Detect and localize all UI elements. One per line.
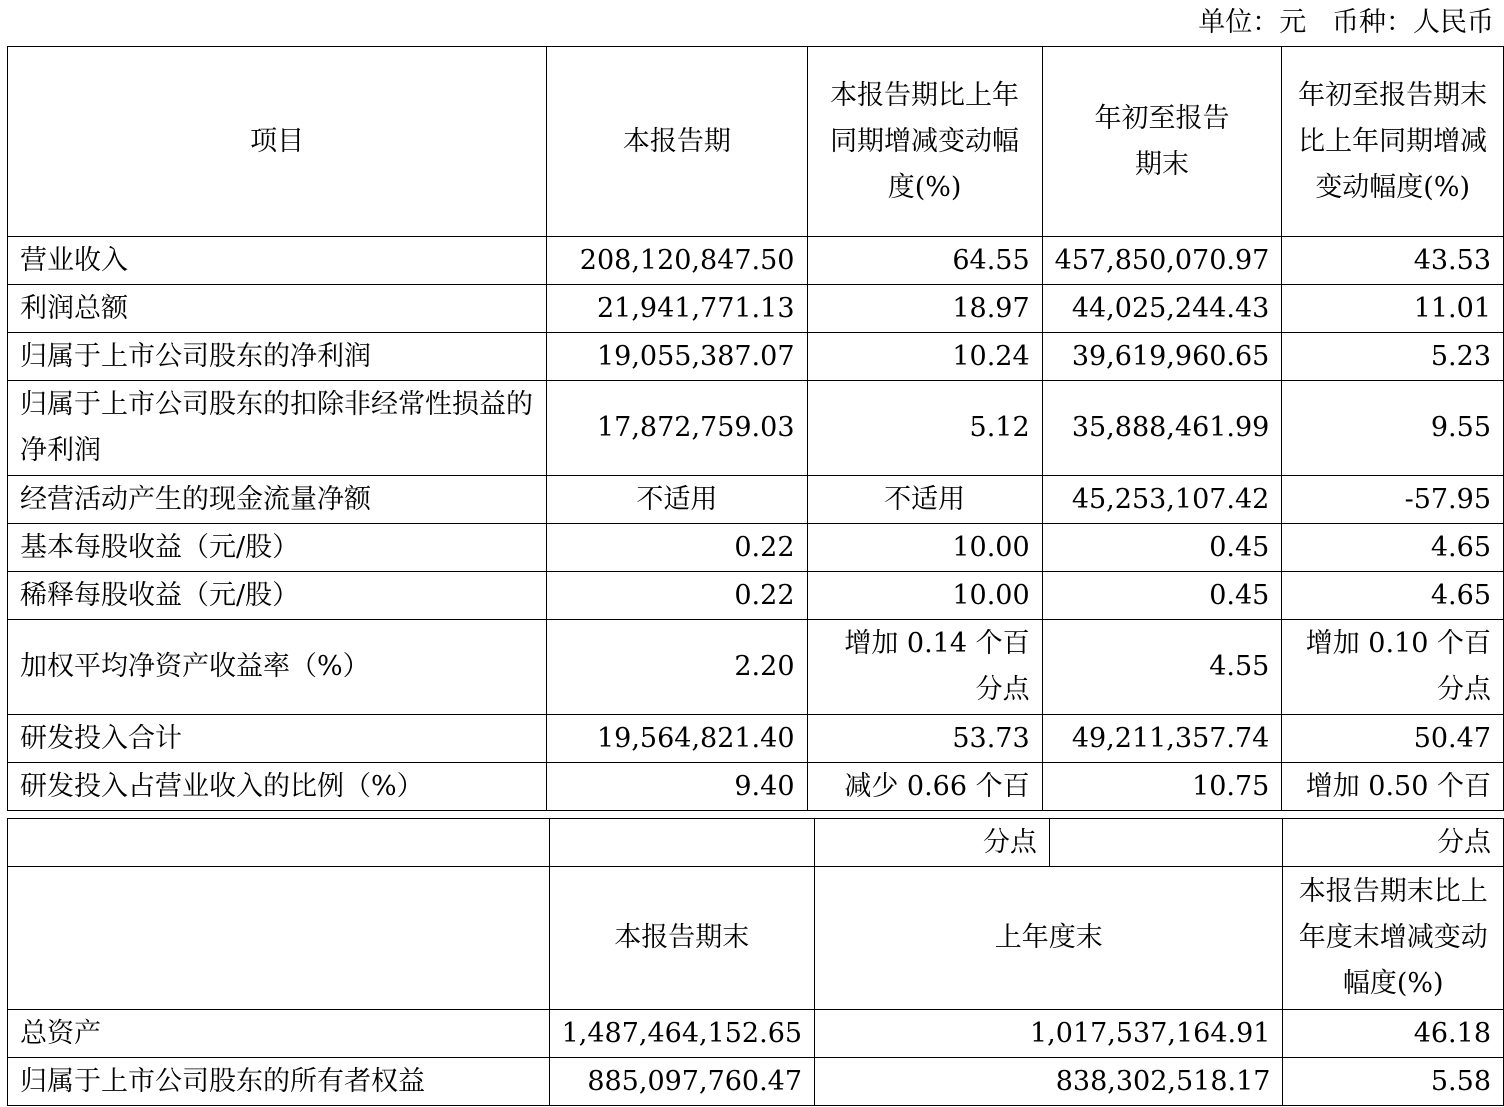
row-item: 归属于上市公司股东的扣除非经常性损益的净利润	[8, 381, 547, 476]
row-change: 46.18	[1283, 1010, 1504, 1058]
row-current-change: 10.00	[807, 524, 1042, 572]
row-item: 研发投入合计	[8, 715, 547, 763]
row-ytd-change: 43.53	[1282, 237, 1504, 285]
row-item: 营业收入	[8, 237, 547, 285]
row-last-year-end: 838,302,518.17	[815, 1058, 1283, 1106]
header-ytd-change: 年初至报告期末比上年同期增减变动幅度(%)	[1282, 47, 1504, 237]
row-item: 总资产	[8, 1010, 550, 1058]
row-ytd-change: 增加 0.10 个百分点	[1282, 620, 1504, 715]
row-item: 经营活动产生的现金流量净额	[8, 476, 547, 524]
table-header-row	[8, 47, 1504, 237]
row-item: 利润总额	[8, 285, 547, 333]
row-current-change: 64.55	[807, 237, 1042, 285]
continuation-row	[8, 819, 1504, 867]
row-current: 0.22	[547, 572, 807, 620]
row-item: 加权平均净资产收益率（%）	[8, 620, 547, 715]
header-period-end: 本报告期末	[549, 867, 814, 1010]
row-current-change: 增加 0.14 个百分点	[807, 620, 1042, 715]
row-ytd: 10.75	[1042, 763, 1282, 811]
row-current: 9.40	[547, 763, 807, 811]
header-current-period: 本报告期	[547, 47, 807, 237]
table-row	[8, 381, 1504, 476]
header-period-end-change: 本报告期末比上年度末增减变动幅度(%)	[1283, 867, 1504, 1010]
row-current: 17,872,759.03	[547, 381, 807, 476]
unit-currency-line: 单位：元 币种：人民币	[1198, 7, 1494, 38]
table-row	[8, 620, 1504, 715]
table-row	[8, 715, 1504, 763]
header-item: 项目	[8, 47, 547, 237]
row-ytd: 0.45	[1042, 572, 1282, 620]
row-ytd-change: 50.47	[1282, 715, 1504, 763]
row-ytd-change: -57.95	[1282, 476, 1504, 524]
row-current-change: 不适用	[807, 476, 1042, 524]
header-current-period-change: 本报告期比上年同期增减变动幅度(%)	[807, 47, 1042, 237]
continuation-ytd	[1049, 819, 1283, 867]
row-item: 归属于上市公司股东的净利润	[8, 333, 547, 381]
header-item-blank	[8, 867, 550, 1010]
row-ytd: 35,888,461.99	[1042, 381, 1282, 476]
row-current: 0.22	[547, 524, 807, 572]
row-period-end: 1,487,464,152.65	[549, 1010, 814, 1058]
row-item: 研发投入占营业收入的比例（%）	[8, 763, 547, 811]
row-ytd: 49,211,357.74	[1042, 715, 1282, 763]
row-current: 2.20	[547, 620, 807, 715]
table-row	[8, 572, 1504, 620]
row-ytd: 39,619,960.65	[1042, 333, 1282, 381]
row-current: 不适用	[547, 476, 807, 524]
row-change: 5.58	[1283, 1058, 1504, 1106]
row-current-change: 18.97	[807, 285, 1042, 333]
row-ytd-change: 5.23	[1282, 333, 1504, 381]
continuation-current-change: 分点	[815, 819, 1050, 867]
row-ytd-change: 11.01	[1282, 285, 1504, 333]
row-current-change: 53.73	[807, 715, 1042, 763]
continuation-item	[8, 819, 550, 867]
financial-data-table	[7, 46, 1504, 811]
row-item: 稀释每股收益（元/股）	[8, 572, 547, 620]
row-ytd: 4.55	[1042, 620, 1282, 715]
table-row	[8, 333, 1504, 381]
row-current-change: 减少 0.66 个百	[807, 763, 1042, 811]
table-row	[8, 763, 1504, 811]
row-ytd: 45,253,107.42	[1042, 476, 1282, 524]
row-current-change: 5.12	[807, 381, 1042, 476]
table-row	[8, 476, 1504, 524]
row-ytd-change: 9.55	[1282, 381, 1504, 476]
table-row	[8, 524, 1504, 572]
row-ytd: 457,850,070.97	[1042, 237, 1282, 285]
header-last-year-end: 上年度末	[815, 867, 1283, 1010]
row-current-change: 10.24	[807, 333, 1042, 381]
row-item: 归属于上市公司股东的所有者权益	[8, 1058, 550, 1106]
row-current: 19,564,821.40	[547, 715, 807, 763]
continuation-ytd-change: 分点	[1283, 819, 1504, 867]
header-ytd: 年初至报告期末	[1042, 47, 1282, 237]
row-ytd: 44,025,244.43	[1042, 285, 1282, 333]
row-ytd: 0.45	[1042, 524, 1282, 572]
table-row	[8, 1058, 1504, 1106]
row-item: 基本每股收益（元/股）	[8, 524, 547, 572]
row-ytd-change: 4.65	[1282, 572, 1504, 620]
table-row	[8, 237, 1504, 285]
continuation-current	[549, 819, 814, 867]
row-last-year-end: 1,017,537,164.91	[815, 1010, 1283, 1058]
row-current: 19,055,387.07	[547, 333, 807, 381]
row-current: 208,120,847.50	[547, 237, 807, 285]
row-ytd-change: 4.65	[1282, 524, 1504, 572]
row-current: 21,941,771.13	[547, 285, 807, 333]
table-row	[8, 285, 1504, 333]
table-header-row	[8, 867, 1504, 1010]
row-current-change: 10.00	[807, 572, 1042, 620]
table-row	[8, 1010, 1504, 1058]
row-ytd-change: 增加 0.50 个百	[1282, 763, 1504, 811]
balance-data-table	[7, 818, 1504, 1106]
row-period-end: 885,097,760.47	[549, 1058, 814, 1106]
